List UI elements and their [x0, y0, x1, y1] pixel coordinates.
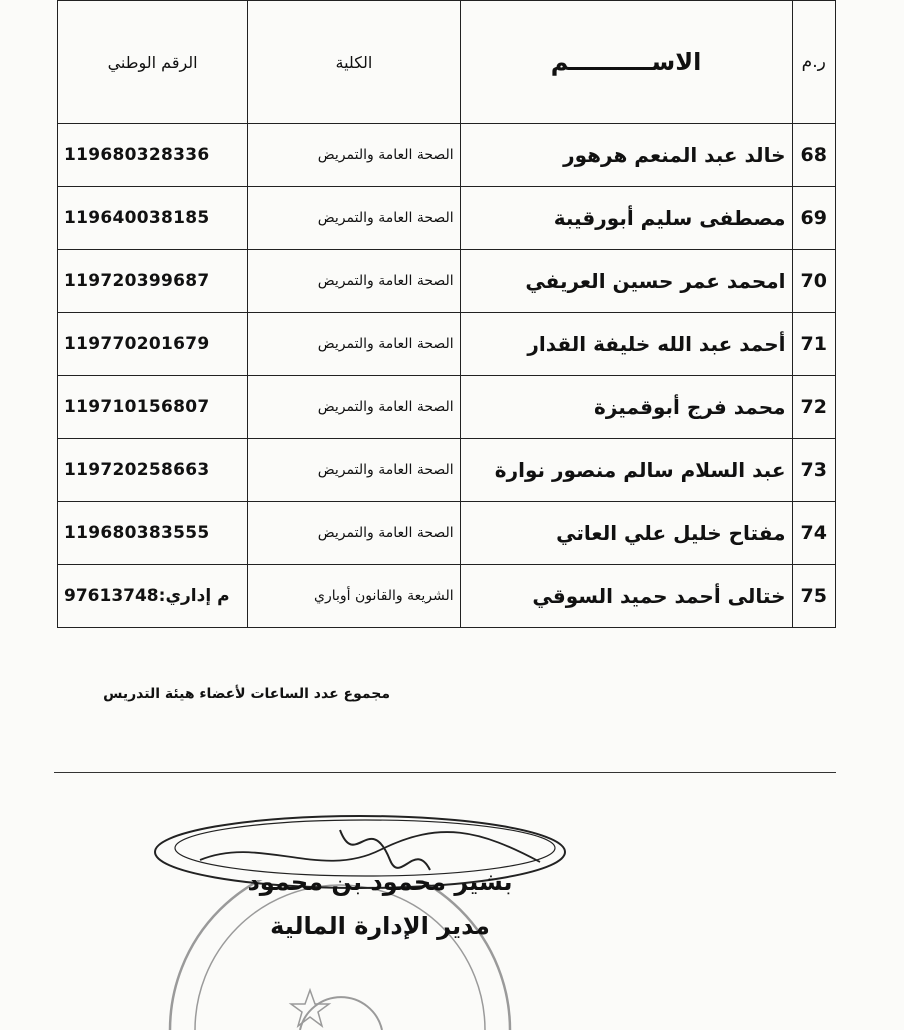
row-national-id: 119770201679	[58, 313, 248, 376]
header-faculty: الكلية	[248, 1, 460, 124]
table-row	[58, 502, 836, 565]
row-faculty: الصحة العامة والتمريض	[248, 187, 460, 250]
row-faculty: الصحة العامة والتمريض	[248, 250, 460, 313]
row-number: 73	[792, 439, 836, 502]
row-number: 71	[792, 313, 836, 376]
row-national-id: 119640038185	[58, 187, 248, 250]
row-national-id: 119710156807	[58, 376, 248, 439]
table-row	[58, 250, 836, 313]
row-number: 68	[792, 124, 836, 187]
staff-table	[57, 0, 836, 628]
table-row	[58, 313, 836, 376]
table-row	[58, 439, 836, 502]
table-row	[58, 376, 836, 439]
row-faculty: الصحة العامة والتمريض	[248, 313, 460, 376]
table-row	[58, 124, 836, 187]
row-national-id: 119680383555	[58, 502, 248, 565]
row-name: عبد السلام سالم منصور نوارة	[460, 439, 792, 502]
row-faculty: الصحة العامة والتمريض	[248, 124, 460, 187]
signatory-title: مدير الإدارة المالية	[270, 912, 490, 940]
row-name: مصطفى سليم أبورقيبة	[460, 187, 792, 250]
row-number: 70	[792, 250, 836, 313]
row-name: امحمد عمر حسين العريفي	[460, 250, 792, 313]
row-faculty: الشريعة والقانون أوباري	[248, 565, 460, 628]
row-faculty: الصحة العامة والتمريض	[248, 502, 460, 565]
row-name: محمد فرج أبوقميزة	[460, 376, 792, 439]
row-faculty: الصحة العامة والتمريض	[248, 376, 460, 439]
total-hours-label: مجموع عدد الساعات لأعضاء هيئة التدريس	[103, 686, 390, 702]
row-number: 75	[792, 565, 836, 628]
signatory-name: بشير محمود بن محمود	[247, 868, 513, 896]
table-header-row	[58, 1, 836, 124]
header-national-id: الرقم الوطني	[58, 1, 248, 124]
row-name: مفتاح خليل علي العاتي	[460, 502, 792, 565]
row-number: 72	[792, 376, 836, 439]
row-number: 69	[792, 187, 836, 250]
row-national-id: 119720399687	[58, 250, 248, 313]
row-name: ختالى أحمد حميد السوقي	[460, 565, 792, 628]
row-faculty: الصحة العامة والتمريض	[248, 439, 460, 502]
table-row	[58, 565, 836, 628]
header-name: الاســــــــــم	[460, 1, 792, 124]
row-name: أحمد عبد الله خليفة القدار	[460, 313, 792, 376]
row-national-id: 119680328336	[58, 124, 248, 187]
header-num: ر.م	[792, 1, 836, 124]
table-row	[58, 187, 836, 250]
row-national-id: م إداري:97613748	[58, 565, 248, 628]
row-number: 74	[792, 502, 836, 565]
row-name: خالد عبد المنعم هرهور	[460, 124, 792, 187]
divider-line	[54, 772, 836, 773]
row-national-id: 119720258663	[58, 439, 248, 502]
